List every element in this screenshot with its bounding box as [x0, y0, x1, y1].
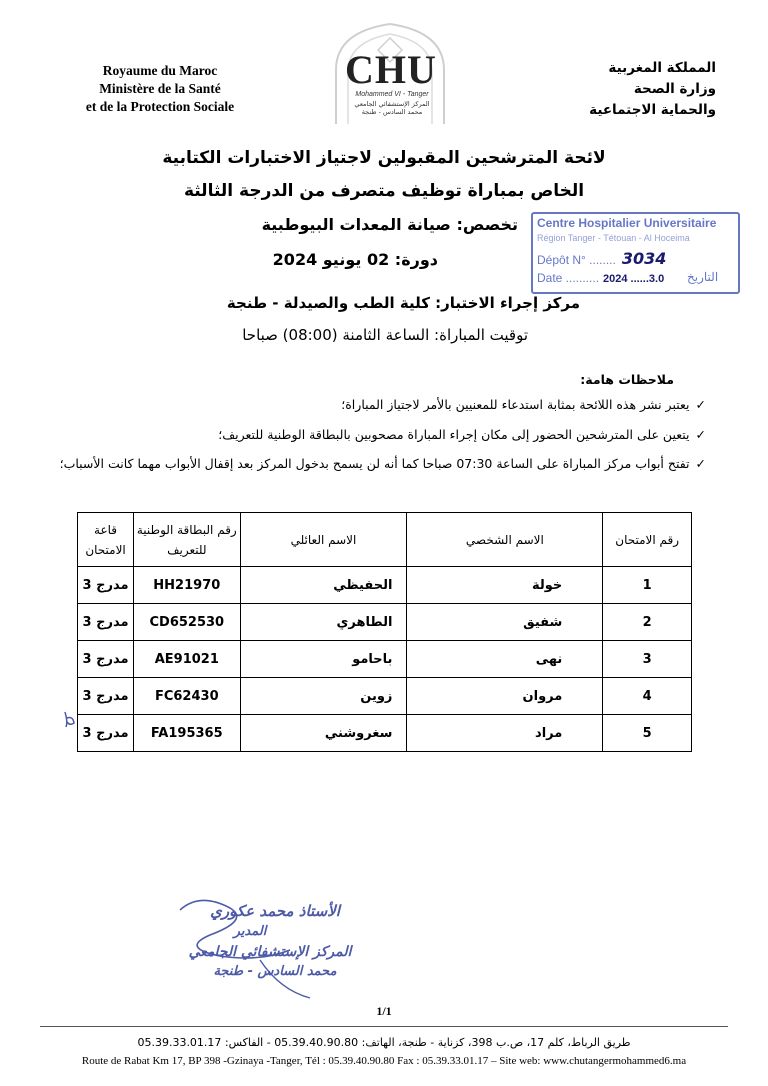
- cell-room: مدرج 3: [78, 641, 134, 678]
- stamp-date-value: 2024 ......3.0: [603, 273, 665, 285]
- header-arabic: [516, 58, 716, 121]
- exam-center: مركز إجراء الاختبار: كلية الطب والصيدلة - طنجة: [226, 294, 580, 312]
- check-icon: ✓: [695, 427, 706, 442]
- header-ar-line-1: المملكة المغربية: [608, 60, 716, 76]
- header-french: [40, 62, 280, 116]
- cell-first-name: نهى: [407, 641, 603, 678]
- cell-first-name: شفيق: [407, 604, 603, 641]
- footer-french: Route de Rabat Km 17, BP 398 -Gzinaya -Tanger, Tél : 05.39.40.90.80 Fax : 05.39.33.01.17 – Site web: www.chutangermohammed6.ma: [81, 1055, 687, 1067]
- reception-stamp: [531, 212, 740, 294]
- note-item: [60, 456, 706, 471]
- stamp-depot-value: 3034: [621, 249, 667, 268]
- candidates-table: [77, 512, 692, 752]
- note-text-3: تفتح أبواب مركز المباراة على الساعة 07:30 صباحا كما أنه لن يسمح بدخول المركز بعد إقفال الأبواب مهما كانت الأسباب؛: [59, 456, 690, 471]
- cell-first-name: خولة: [407, 567, 603, 604]
- table-row: [78, 641, 692, 678]
- signatory-organization: المركز الإستشفائي الجامعي: [188, 944, 352, 960]
- cell-cin: FA195365: [134, 715, 240, 752]
- pen-mark: [62, 708, 78, 730]
- footer-divider: [40, 1026, 728, 1027]
- header-last-name: الاسم العائلي: [240, 513, 407, 567]
- header-room-line-2: الامتحان: [85, 542, 126, 557]
- header-first-name: الاسم الشخصي: [407, 513, 603, 567]
- exam-timing: توقيت المباراة: الساعة الثامنة (08:00) صباحا: [242, 326, 528, 344]
- footer-arabic: طريق الرباط، كلم 17، ص.ب 398، كزناية - طنجة، الهاتف: 05.39.40.90.80 - الفاكس: 05.39.33.01.17: [137, 1036, 631, 1049]
- cell-exam-number: 3: [603, 641, 692, 678]
- header-cin: [134, 513, 240, 567]
- cell-exam-number: 5: [603, 715, 692, 752]
- cell-cin: AE91021: [134, 641, 240, 678]
- note-text-2: يتعين على المترشحين الحضور إلى مكان إجراء المباراة مصحوبين بالبطاقة الوطنية للتعريف؛: [218, 427, 690, 442]
- page-number: 1/1: [376, 1004, 392, 1018]
- stamp-depot-label: Dépôt N° ........: [537, 253, 616, 267]
- signatory-role: المدير: [233, 924, 267, 939]
- header-fr-line-2: Ministère de la Santé: [99, 81, 221, 96]
- cell-exam-number: 2: [603, 604, 692, 641]
- specialty: تخصص: صيانة المعدات البيوطبية: [261, 215, 518, 234]
- cell-exam-number: 4: [603, 678, 692, 715]
- header-cin-line-1: رقم البطاقة الوطنية: [136, 522, 237, 537]
- header-ar-line-2: وزارة الصحة: [633, 81, 716, 97]
- cell-last-name: الحفيظي: [240, 567, 407, 604]
- stamp-depot: [537, 249, 666, 268]
- header-fr-line-3: et de la Protection Sociale: [85, 99, 235, 114]
- header-ar-line-3: والحماية الاجتماعية: [589, 102, 716, 118]
- note-item: [341, 397, 706, 412]
- note-text-1: يعتبر نشر هذه اللائحة بمثابة استدعاء للمعنيين بالأمر لاجتياز المباراة؛: [341, 397, 690, 412]
- logo-subtitle: Mohammed VI - Tanger: [355, 91, 429, 98]
- cell-exam-number: 1: [603, 567, 692, 604]
- cell-room: مدرج 3: [78, 678, 134, 715]
- logo-arabic-line-2: محمد السادس - طنجة: [361, 108, 423, 116]
- signatory-name: الأستاذ محمد عكوري: [210, 902, 340, 920]
- note-item: [218, 427, 706, 442]
- document-title: لائحة المترشحين المقبولين لاجتياز الاختبارات الكتابية: [162, 148, 606, 168]
- document-subtitle: الخاص بمباراة توظيف متصرف من الدرجة الثالثة: [183, 181, 585, 201]
- cell-room: مدرج 3: [78, 604, 134, 641]
- cell-cin: CD652530: [134, 604, 240, 641]
- header-cin-line-2: للتعريف: [167, 542, 207, 557]
- cell-room: مدرج 3: [78, 715, 134, 752]
- cell-room: مدرج 3: [78, 567, 134, 604]
- stamp-date-arabic: التاريخ: [687, 270, 719, 284]
- table-row: [78, 604, 692, 641]
- check-icon: ✓: [695, 397, 706, 412]
- cell-cin: FC62430: [134, 678, 240, 715]
- header-exam-room: [78, 513, 134, 567]
- stamp-line-1: Centre Hospitalier Universitaire: [537, 216, 717, 230]
- header-exam-number: رقم الامتحان: [603, 513, 692, 567]
- header-room-line-1: قاعة: [94, 522, 118, 537]
- session-date: دورة: 02 يونيو 2024: [272, 250, 438, 269]
- logo-arabic: [332, 100, 452, 116]
- signatory-city: محمد السادس - طنجة: [213, 964, 337, 979]
- cell-cin: HH21970: [134, 567, 240, 604]
- cell-last-name: زوين: [240, 678, 407, 715]
- cell-last-name: باحامو: [240, 641, 407, 678]
- table-row: [78, 678, 692, 715]
- stamp-date-label: Date ..........: [537, 271, 600, 285]
- table-row: [78, 715, 692, 752]
- logo-text: CHU: [345, 47, 437, 92]
- logo-arabic-line-1: المركز الإستشفائي الجامعي: [354, 100, 430, 108]
- stamp-line-2: Région Tanger - Tétouan - Al Hoceima: [537, 233, 690, 243]
- header-fr-line-1: Royaume du Maroc: [102, 63, 218, 78]
- cell-last-name: الطاهري: [240, 604, 407, 641]
- cell-first-name: مروان: [407, 678, 603, 715]
- table-row: [78, 567, 692, 604]
- table-header-row: [78, 513, 692, 567]
- check-icon: ✓: [695, 456, 706, 471]
- cell-last-name: سغروشني: [240, 715, 407, 752]
- notes-title: ملاحظات هامة:: [580, 372, 674, 387]
- stamp-date: [537, 270, 719, 285]
- cell-first-name: مراد: [407, 715, 603, 752]
